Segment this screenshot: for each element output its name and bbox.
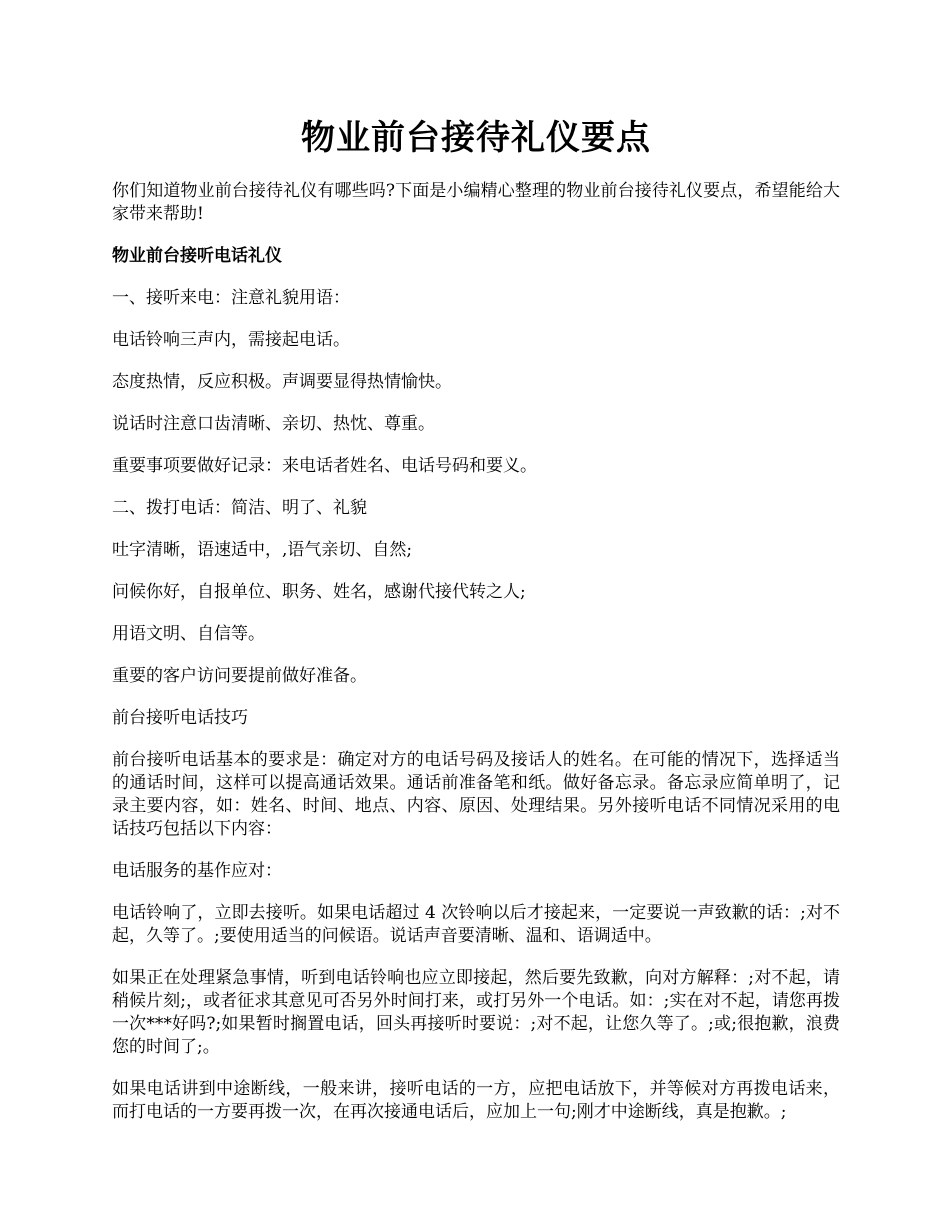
paragraph: 用语文明、自信等。 [112,624,265,644]
paragraph: 一、接听来电：注意礼貌用语： [112,288,350,308]
paragraph: 你们知道物业前台接待礼仪有哪些吗?下面是小编精心整理的物业前台接待礼仪要点，希望能给大家带来帮助! [112,181,840,224]
paragraph: 态度热情，反应积极。声调要显得热情愉快。 [112,372,452,392]
paragraph: 前台接听电话基本的要求是：确定对方的电话号码及接话人的姓名。在可能的情况下，选择适当的通话时间，这样可以提高通话效果。通话前准备笔和纸。做好备忘录。备忘录应简单明了，记录主要内容，如：姓名、时间、地点、内容、原因、处理结果。另外接听电话不同情况采用的电话技巧包括以下内容： [112,750,840,839]
paragraph: 重要事项要做好记录：来电话者姓名、电话号码和要义。 [112,456,537,476]
paragraph: 如果正在处理紧急事情，听到电话铃响也应立即接起，然后要先致歉，向对方解释：;对不起，请稍候片刻;，或者征求其意见可否另外时间打来，或打另外一个电话。如：;实在对不起，请您再拨一次***好吗?;如果暂时搁置电话，回头再接听时要说：;对不起，让您久等了。;或;很抱歉，浪费您的时间了;。 [112,968,840,1057]
paragraph: 电话铃响了，立即去接听。如果电话超过 4 次铃响以后才接起来，一定要说一声致歉的话：;对不起，久等了。;要使用适当的问候语。说话声音要清晰、温和、语调适中。 [112,903,840,946]
paragraph: 电话铃响三声内，需接起电话。 [112,330,350,350]
paragraph: 电话服务的基作应对： [112,861,282,881]
paragraph: 问候你好，自报单位、职务、姓名，感谢代接代转之人; [112,582,526,602]
paragraph: 重要的客户访问要提前做好准备。 [112,666,367,686]
page-title: 物业前台接待礼仪要点 [301,118,651,158]
paragraph: 说话时注意口齿清晰、亲切、热忱、尊重。 [112,414,435,434]
paragraph: 吐字清晰，语速适中，,语气亲切、自然; [112,540,413,560]
paragraph: 二、拨打电话：简洁、明了、礼貌 [112,498,367,518]
document-body [112,180,840,1124]
paragraph: 如果电话讲到中途断线，一般来讲，接听电话的一方，应把电话放下，并等候对方再拨电话来，而打电话的一方要再拨一次，在再次接通电话后，应加上一句;刚才中途断线，真是抱歉。; [112,1079,840,1122]
section-heading: 物业前台接听电话礼仪 [112,246,282,266]
document-page [112,0,840,1124]
paragraph: 前台接听电话技巧 [112,708,248,728]
